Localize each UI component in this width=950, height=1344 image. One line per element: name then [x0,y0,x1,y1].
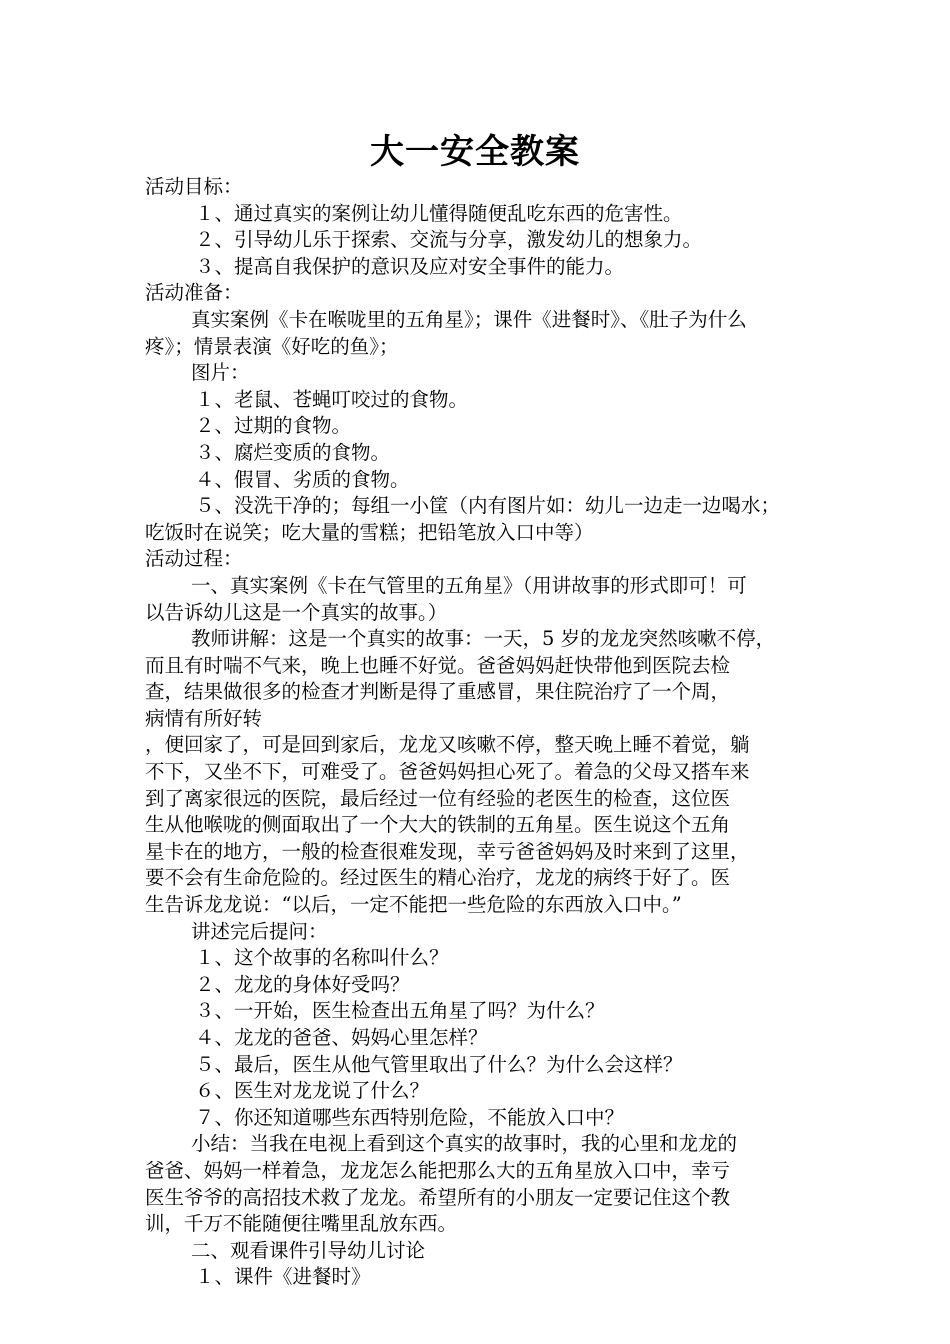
paragraph-line: 训，千万不能随便往嘴里乱放东西。 [145,1212,458,1236]
paragraph-line: 生告诉龙龙说：“以后，一定不能把一些危险的东西放入口中。” [145,893,682,917]
paragraph-line: 真实案例《卡在喉咙里的五角星》；课件《进餐时》、《肚子为什么 [191,307,747,331]
goal-item: ３、提高自我保护的意识及应对安全事件的能力。 [195,254,625,278]
paragraph-line: ，便回家了，可是回到家后，龙龙又咳嗽不停，整天晚上睡不着觉，躺 [145,733,750,757]
paragraph-line: 查，结果做很多的检查才判断是得了重感冒，果住院治疗了一个周， [145,680,731,704]
section-heading-process: 活动过程： [145,547,243,571]
paragraph-line: 医生爷爷的高招技术救了龙龙。希望所有的小朋友一定要记住这个教 [145,1185,731,1209]
question-item: １、这个故事的名称叫什么？ [195,946,449,970]
paragraph-line: 病情有所好转 [145,706,263,730]
subheading-courseware: 二、观看课件引导幼儿讨论 [191,1238,426,1262]
paragraph-line: 以告诉幼儿这是一个真实的故事。） [145,600,448,624]
paragraph-line: 星卡在的地方，一般的检查很难发现，幸亏爸爸妈妈及时来到了这里， [145,839,750,863]
picture-item: １、老鼠、苍蝇叮咬过的食物。 [195,387,469,411]
picture-item: ３、腐烂变质的食物。 [195,440,391,464]
section-heading-preparation: 活动准备： [145,281,243,305]
courseware-item: １、课件《进餐时》 [195,1265,371,1289]
picture-item: ４、假冒、劣质的食物。 [195,467,410,491]
paragraph-line: 一、真实案例《卡在气管里的五角星》（用讲故事的形式即可！可 [191,573,747,597]
paragraph-line: 而且有时喘不气来，晚上也睡不好觉。爸爸妈妈赶快带他到医院去检 [145,653,731,677]
paragraph-line: 到了离家很远的医院，最后经过一位有经验的老医生的检查，这位医 [145,786,731,810]
question-item: ５、最后，医生从他气管里取出了什么？为什么会这样？ [195,1052,683,1076]
question-item: ３、一开始，医生检查出五角星了吗？为什么？ [195,999,605,1023]
question-item: ６、医生对龙龙说了什么？ [195,1079,430,1103]
paragraph-line: 疼》；情景表演《好吃的鱼》； [145,334,399,358]
picture-item: ５、没洗干净的；每组一小筐（内有图片如：幼儿一边走一边喝水； [195,494,781,518]
paragraph-line: 小结：当我在电视上看到这个真实的故事时，我的心里和龙龙的 [191,1132,738,1156]
goal-item: １、通过真实的案例让幼儿懂得随便乱吃东西的危害性。 [195,201,683,225]
picture-item: ２、过期的食物。 [195,414,352,438]
paragraph-line: 要不会有生命危险的。经过医生的精心治疗，龙龙的病终于好了。医 [145,866,731,890]
subheading-pictures: 图片： [191,361,250,385]
paragraph-line: 爸爸、妈妈一样着急，龙龙怎么能把那么大的五角星放入口中，幸亏 [145,1158,731,1182]
paragraph-line: 吃饭时在说笑；吃大量的雪糕；把铅笔放入口中等） [145,520,594,544]
document-title: 大一安全教案 [370,132,580,172]
document-body [145,174,810,1291]
question-item: ２、龙龙的身体好受吗？ [195,972,410,996]
paragraph-line: 教师讲解：这是一个真实的故事：一天，5 岁的龙龙突然咳嗽不停， [191,627,776,651]
question-item: ７、你还知道哪些东西特别危险，不能放入口中？ [195,1105,625,1129]
question-item: ４、龙龙的爸爸、妈妈心里怎样？ [195,1026,488,1049]
paragraph-line: 生从他喉咙的侧面取出了一个大大的铁制的五角星。医生说这个五角 [145,813,731,837]
section-heading-goals: 活动目标： [145,175,243,198]
subheading-questions: 讲述完后提问： [191,919,328,943]
paragraph-line: 不下，又坐不下，可难受了。爸爸妈妈担心死了。着急的父母又搭车来 [145,760,750,784]
goal-item: ２、引导幼儿乐于探索、交流与分享，激发幼儿的想象力。 [195,228,703,252]
